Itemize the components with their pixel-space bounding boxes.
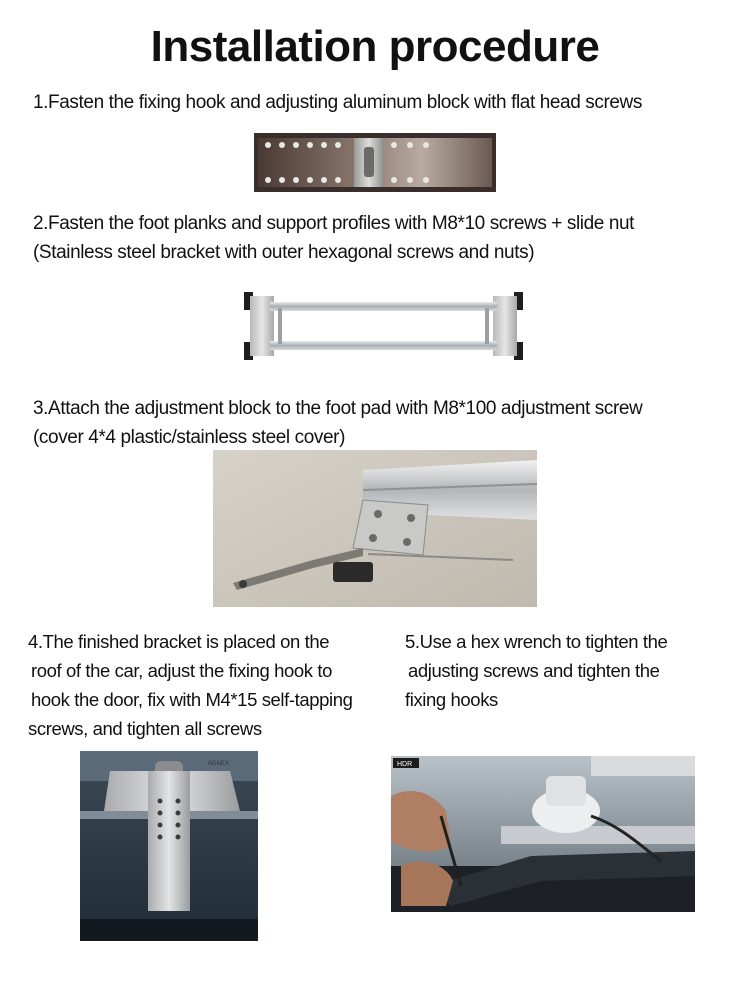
hdr-badge: HDR xyxy=(397,761,413,768)
step-3-line-2: (cover 4*4 plastic/stainless steel cover) xyxy=(33,427,346,448)
step-5-line-2: adjusting screws and tighten the xyxy=(408,660,660,681)
step-4-line-2: roof of the car, adjust the fixing hook to xyxy=(31,660,332,681)
step-4-line-3: hook the door, fix with M4*15 self-tapping xyxy=(31,689,353,710)
step-4-line-4: screws, and tighten all screws xyxy=(28,718,262,739)
step-4-text xyxy=(28,627,353,743)
page-title: Installation procedure xyxy=(150,22,600,71)
step-5-photo-hex-wrench xyxy=(391,756,695,912)
step-2-text xyxy=(33,209,634,267)
step-5-line-3: fixing hooks xyxy=(405,689,498,710)
step-4-photo-bracket-on-roof xyxy=(80,751,258,941)
step-5-text xyxy=(405,627,667,714)
step-2-line-1: 2.Fasten the foot planks and support profiles with M8*10 screws + slide nut xyxy=(33,213,635,234)
step-1-photo-fixing-hook xyxy=(254,133,496,192)
step-3-photo-adjustment-block xyxy=(213,450,537,607)
step-3-text xyxy=(33,394,642,452)
step-4-line-1: 4.The finished bracket is placed on the xyxy=(28,631,330,652)
step-3-line-1: 3.Attach the adjustment block to the foot pad with M8*100 adjustment screw xyxy=(33,398,643,419)
step-4-brand-mark: AGNEX xyxy=(208,761,230,767)
step-5-line-1: 5.Use a hex wrench to tighten the xyxy=(405,631,668,652)
step-1-line-1: 1.Fasten the fixing hook and adjusting aluminum block with flat head screws xyxy=(33,92,642,113)
step-2-line-2: (Stainless steel bracket with outer hexagonal screws and nuts) xyxy=(33,242,535,263)
step-1-text xyxy=(33,88,642,117)
step-2-photo-support-profiles xyxy=(240,286,527,366)
